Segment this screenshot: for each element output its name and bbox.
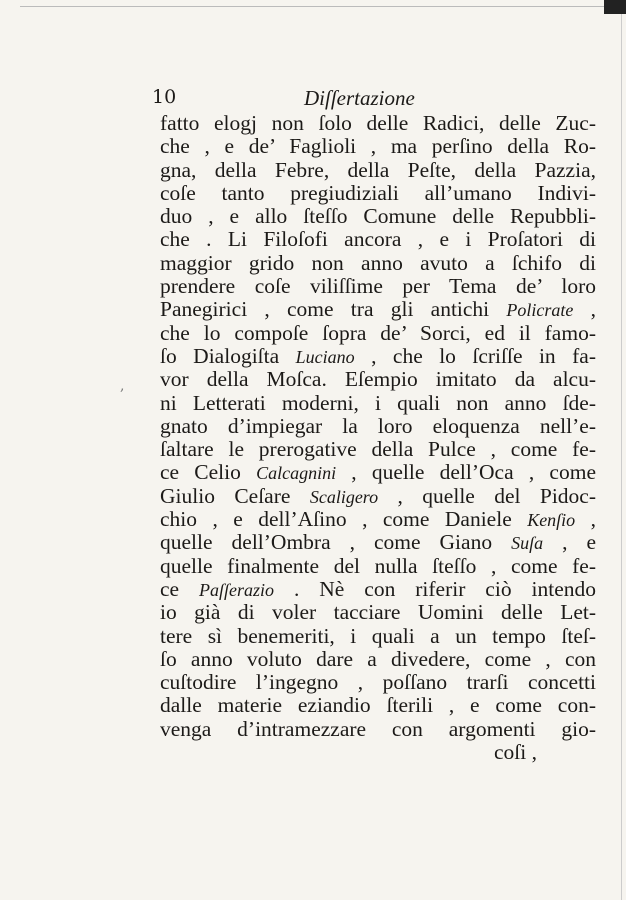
text-segment: coſe tanto pregiudiziali all’umano Indivi-: [160, 180, 596, 205]
catchword: coſi ,: [494, 740, 537, 764]
text-segment: quelle finalmente del nulla ſteſſo , come fe-: [160, 553, 596, 578]
text-segment: dalle materie eziandio ſterili , e come con-: [160, 693, 596, 718]
text-line: [160, 718, 596, 741]
body-text: [160, 112, 596, 741]
text-segment: cuſtodire l’ingegno , poſſano trarſi concetti: [160, 670, 596, 695]
text-line: [160, 578, 596, 601]
italic-name: Policrate: [506, 300, 574, 321]
text-segment: chio , e dell’Aſino , come Daniele: [160, 507, 528, 532]
text-segment: tere sì benemeriti, i quali a un tempo ſteſ-: [160, 623, 596, 648]
text-segment: , che lo ſcriſſe in fa-: [354, 343, 596, 368]
text-segment: ce: [160, 576, 200, 601]
text-line: [160, 205, 596, 228]
text-segment: ni Letterati moderni, i quali non anno ſde-: [160, 390, 596, 415]
text-line: [160, 508, 596, 531]
text-line: [160, 159, 596, 182]
text-segment: ce Celio: [160, 460, 257, 485]
text-segment: gna, della Febre, della Peſte, della Pazzia,: [160, 157, 596, 182]
italic-name: Kenſio: [527, 510, 576, 531]
text-line: [160, 112, 596, 135]
text-segment: quelle dell’Ombra , come Giano: [160, 530, 512, 555]
text-segment: io già di voler tacciare Uomini delle Let-: [160, 600, 596, 625]
text-segment: fatto elogj non ſolo delle Radici, delle Zuc-: [160, 111, 596, 135]
text-line: [160, 182, 596, 205]
text-segment: , quelle dell’Oca , come: [336, 460, 596, 485]
running-title: Diſſertazione: [304, 86, 415, 110]
text-line: [160, 601, 596, 624]
italic-name: Scaligero: [309, 486, 379, 507]
italic-name: Calcagnini: [256, 463, 337, 484]
text-line: [160, 368, 596, 391]
text-segment: vor della Moſca. Eſempio imitato da alcu-: [160, 367, 596, 392]
text-line: [160, 298, 596, 321]
text-line: [160, 345, 596, 368]
text-segment: venga d’intramezzare con argomenti gio-: [160, 716, 596, 741]
page-top-rule: [20, 6, 626, 7]
text-line: [160, 625, 596, 648]
text-segment: . Nè con riferir ciò intendo: [274, 576, 597, 601]
text-line: [160, 438, 596, 461]
text-segment: gnato d’impiegar la loro eloquenza nell’e-: [160, 413, 596, 438]
text-line: [160, 461, 596, 484]
text-segment: ſo anno voluto dare a divedere, come , con: [160, 646, 596, 671]
text-segment: maggior grido non anno avuto a ſchifo di: [160, 250, 596, 275]
text-line: [160, 135, 596, 158]
running-header: [152, 86, 592, 112]
text-line: [160, 531, 596, 554]
text-segment: duo , e allo ſteſſo Comune delle Repubbli-: [160, 204, 596, 229]
text-line: [160, 485, 596, 508]
scan-edge-mark: [604, 0, 626, 14]
text-line: [160, 252, 596, 275]
italic-name: Suſa: [511, 533, 544, 554]
text-line: [160, 671, 596, 694]
text-line: [160, 555, 596, 578]
text-segment: Panegirici , come tra gli antichi: [160, 297, 507, 322]
text-segment: ſo Dialogiſta: [160, 343, 296, 368]
text-line: [160, 322, 596, 345]
text-segment: che , e de’ Faglioli , ma perſino della Ro-: [160, 134, 596, 159]
italic-name: Paſſerazio: [199, 579, 275, 600]
text-segment: ſaltare le prerogative della Pulce , come fe-: [160, 437, 596, 462]
text-line: [160, 228, 596, 251]
text-segment: che lo compoſe ſopra de’ Sorci, ed il famo-: [160, 320, 596, 345]
text-line: [160, 648, 596, 671]
text-segment: che . Li Filoſofi ancora , e i Proſatori di: [160, 227, 596, 252]
text-line: [160, 415, 596, 438]
text-segment: , e: [543, 530, 596, 555]
text-segment: Giulio Ceſare: [160, 483, 310, 508]
text-line: [160, 392, 596, 415]
text-segment: ,: [575, 507, 597, 532]
text-segment: prendere coſe viliſſime per Tema de’ loro: [160, 274, 596, 299]
italic-name: Luciano: [295, 346, 355, 367]
text-line: [160, 275, 596, 298]
text-segment: , quelle del Pidoc-: [378, 483, 596, 508]
margin-mark: ,: [120, 378, 125, 394]
text-segment: ,: [573, 297, 597, 322]
page-number: 10: [152, 86, 177, 108]
page-edge: [621, 14, 622, 900]
text-line: [160, 694, 596, 717]
